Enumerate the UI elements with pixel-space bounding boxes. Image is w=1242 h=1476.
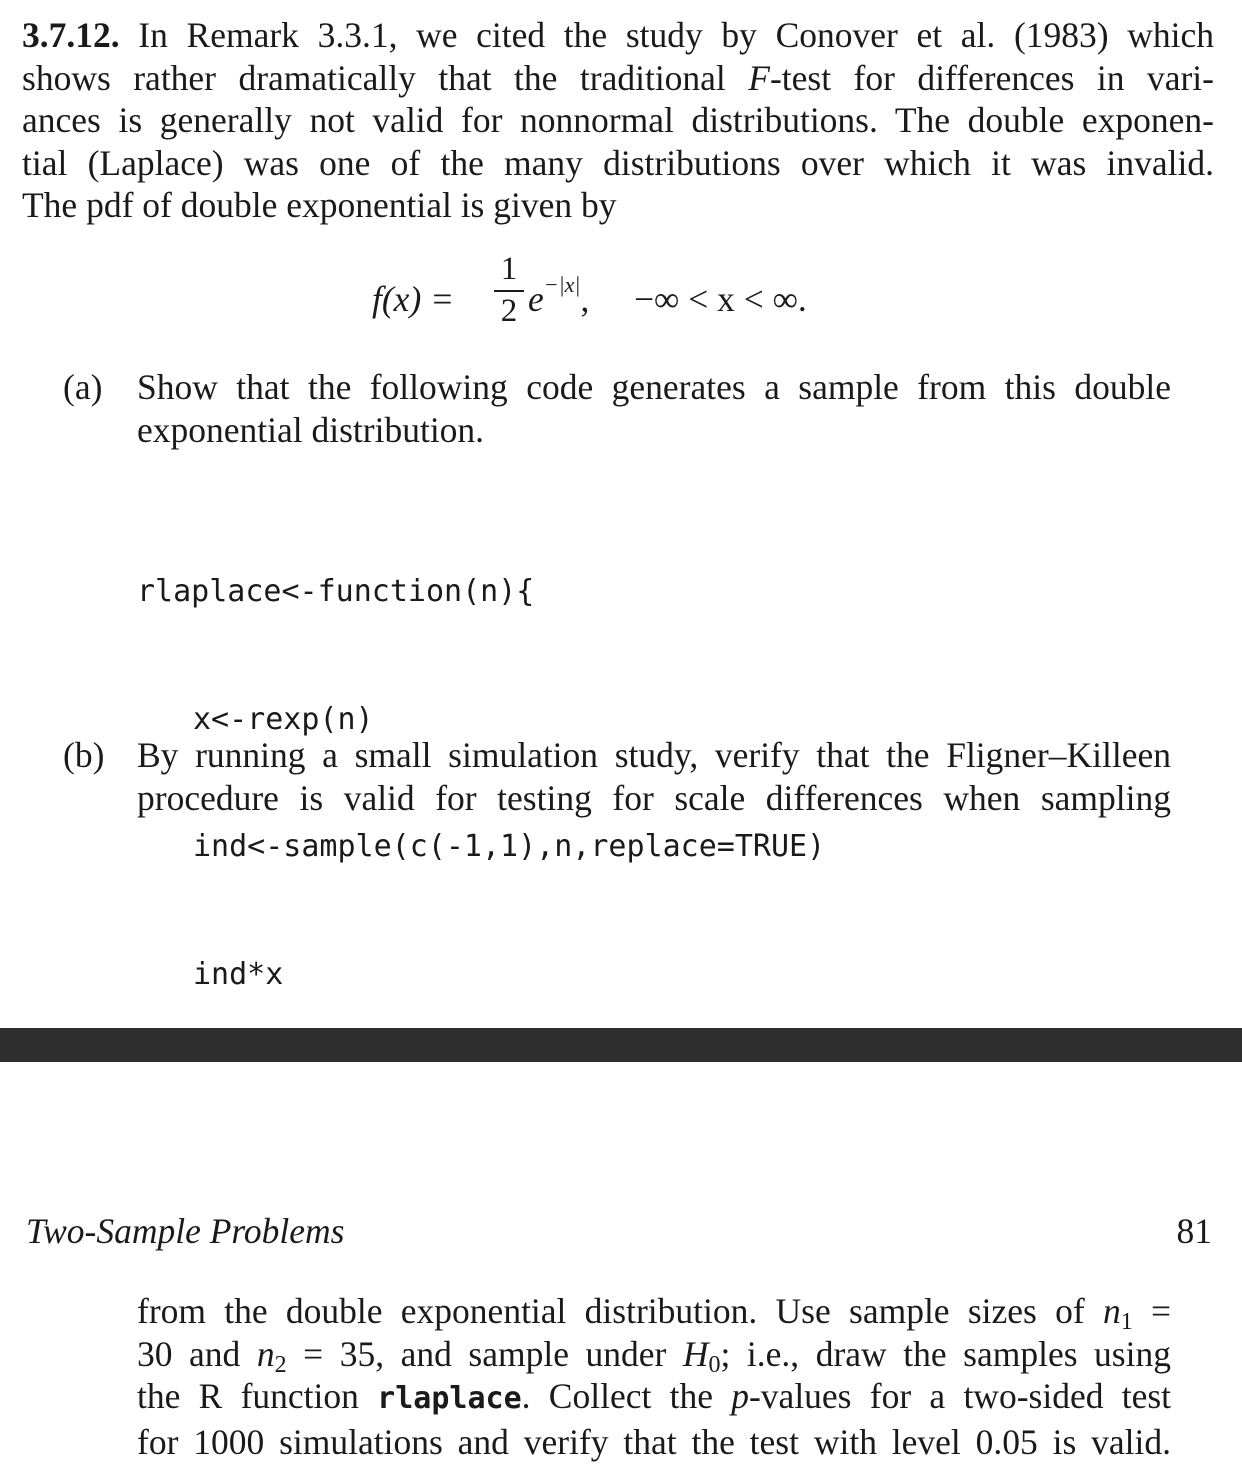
formula-exponent: −|x| xyxy=(543,272,581,298)
intro-line-3: ances is generally not valid for nonnormal distributions. The double exponen- xyxy=(22,100,1214,140)
intro-line-5: The pdf of double exponential is given by xyxy=(22,185,617,225)
page-number: 81 xyxy=(1176,1211,1212,1251)
fraction-bar xyxy=(494,290,524,292)
part-a-line-2: exponential distribution. xyxy=(137,409,485,450)
part-b-line-1: By running a small simulation study, verify that the Fligner–Killeen xyxy=(137,735,1171,775)
exercise-paragraph xyxy=(22,14,1214,227)
continuation-line-2: 30 and $n_2 = 35$, and sample under $H_0$; i.e., draw the samples using xyxy=(137,1333,1171,1378)
code-line: ind*x xyxy=(193,956,284,992)
continuation-line-4: for 1000 simulations and verify that the test with level 0.05 is valid. xyxy=(137,1421,1171,1462)
continuation-paragraph xyxy=(137,1290,1171,1463)
fraction-numerator: 1 xyxy=(500,251,518,287)
formula-fraction xyxy=(494,252,524,328)
intro-line-2: shows rather dramatically that the traditional F-test for differences in vari- xyxy=(22,57,1214,98)
part-a-body xyxy=(137,366,1171,451)
continuation-line-1: from the double exponential distribution. Use sample sizes of $n_1$ = xyxy=(137,1291,1171,1335)
code-line: rlaplace<-function(n){ xyxy=(137,574,535,609)
formula-exponential: $e^{-|x|}$, xyxy=(528,272,590,319)
intro-line-1: 3.7.12. In Remark 3.3.1, we cited the study by Conover et al. (1983) which xyxy=(22,15,1215,55)
fraction-denominator: 2 xyxy=(500,293,518,329)
code-line: x<-rexp(n) xyxy=(193,701,374,737)
code-line: ind<-sample(c(-1,1),n,replace=TRUE) xyxy=(193,829,826,864)
inline-code-rlaplace: rlaplace xyxy=(377,1381,522,1416)
part-b-line-2: procedure is valid for testing for scale differences when sampling xyxy=(137,777,1171,818)
formula-lhs: f(x) = xyxy=(372,279,455,319)
intro-line-4: tial (Laplace) was one of the many distributions over which it was invalid. xyxy=(22,142,1214,183)
part-a-label: (a) xyxy=(63,367,103,407)
formula-range: −∞ < x < ∞. xyxy=(634,279,807,319)
page-break-bar xyxy=(0,1028,1242,1062)
exercise-number: 3.7.12. xyxy=(22,15,120,55)
part-b-label: (b) xyxy=(63,735,105,775)
part-b-body xyxy=(137,734,1171,819)
running-header-title: Two-Sample Problems xyxy=(26,1211,345,1251)
part-a-line-1: Show that the following code generates a sample from this double xyxy=(137,367,1171,407)
continuation-line-3: the R function rlaplace. Collect the p-values for a two-sided test xyxy=(137,1376,1172,1416)
